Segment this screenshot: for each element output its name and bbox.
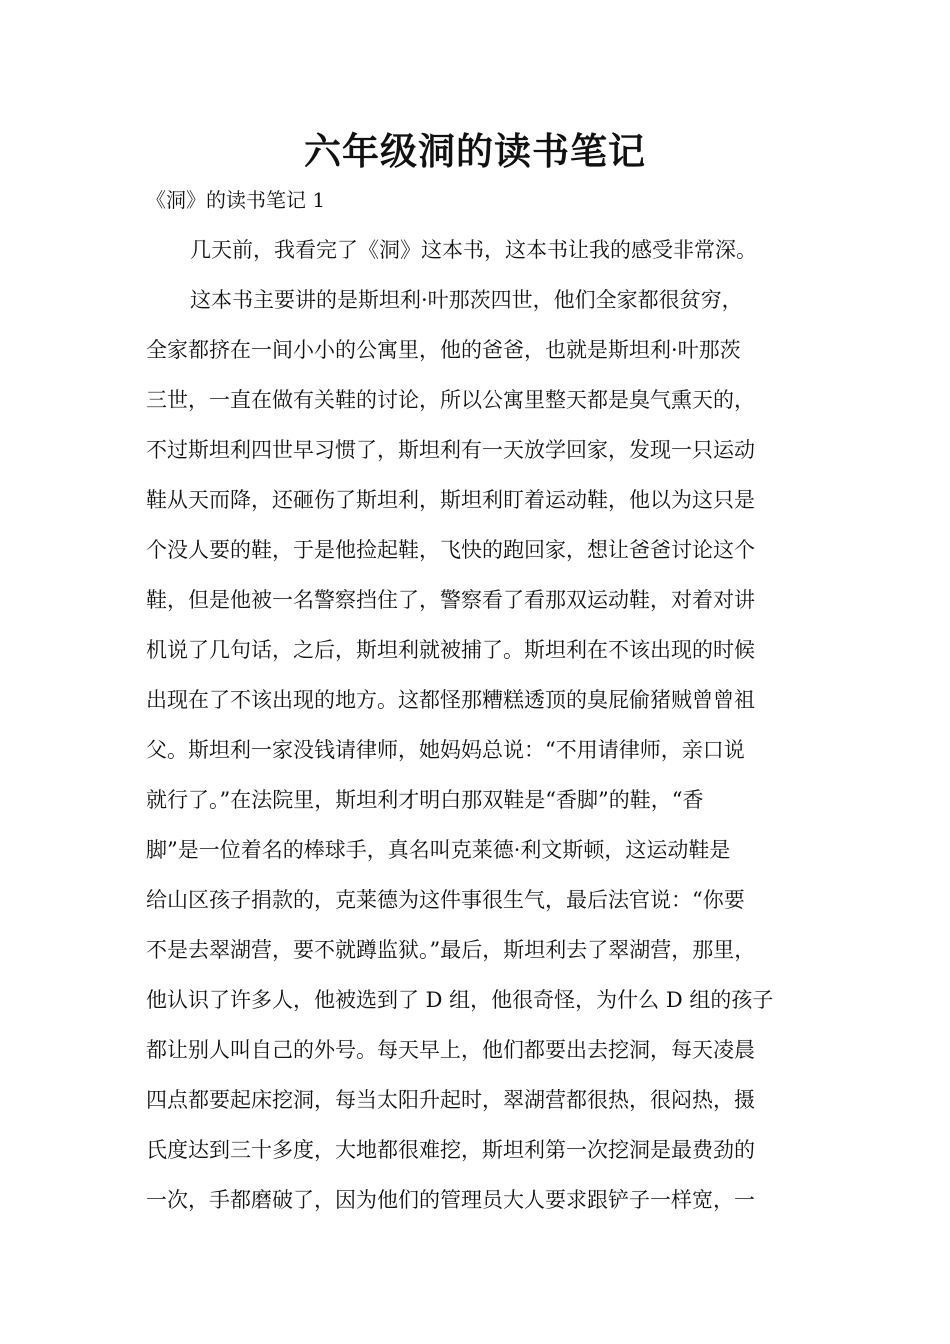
paragraph-line: 脚”是一位着名的棒球手，真名叫克莱德·利文斯顿，这运动鞋是 bbox=[146, 838, 731, 862]
paragraph-line: 就行了。”在法院里，斯坦利才明白那双鞋是“香脚”的鞋，“香 bbox=[146, 788, 704, 812]
paragraph-line: 鞋从天而降，还砸伤了斯坦利，斯坦利盯着运动鞋，他以为这只是 bbox=[146, 488, 755, 512]
paragraph-line: 不过斯坦利四世早习惯了，斯坦利有一天放学回家，发现一只运动 bbox=[146, 438, 755, 462]
paragraph-line: 鞋，但是他被一名警察挡住了，警察看了看那双运动鞋，对着对讲 bbox=[146, 588, 755, 612]
paragraph-line: 氏度达到三十多度，大地都很难挖，斯坦利第一次挖洞是最费劲的 bbox=[146, 1138, 755, 1162]
paragraph-line: 他认识了许多人，他被选到了 D 组，他很奇怪，为什么 D 组的孩子 bbox=[146, 988, 774, 1012]
document-title: 六年级洞的读书笔记 bbox=[304, 130, 646, 173]
paragraph-line: 机说了几句话，之后，斯坦利就被捕了。斯坦利在不该出现的时候 bbox=[146, 638, 755, 662]
paragraph-line: 全家都挤在一间小小的公寓里，他的爸爸，也就是斯坦利·叶那茨 bbox=[146, 338, 741, 362]
paragraph-line: 个没人要的鞋，于是他捡起鞋，飞快的跑回家，想让爸爸讨论这个 bbox=[146, 538, 755, 562]
paragraph-line: 给山区孩子捐款的，克莱德为这件事很生气，最后法官说：“你要 bbox=[146, 888, 745, 912]
section-heading: 《洞》的读书笔记 1 bbox=[146, 188, 326, 212]
paragraph-line: 都让别人叫自己的外号。每天早上，他们都要出去挖洞，每天凌晨 bbox=[146, 1038, 755, 1062]
paragraph-line: 四点都要起床挖洞，每当太阳升起时，翠湖营都很热，很闷热，摄 bbox=[146, 1088, 755, 1112]
paragraph-line: 一次，手都磨破了，因为他们的管理员大人要求跟铲子一样宽，一 bbox=[146, 1188, 755, 1212]
paragraph-line: 三世，一直在做有关鞋的讨论，所以公寓里整天都是臭气熏天的， bbox=[146, 388, 755, 412]
paragraph-line: 出现在了不该出现的地方。这都怪那糟糕透顶的臭屁偷猪贼曾曾祖 bbox=[146, 688, 755, 712]
paragraph-line: 几天前，我看完了《洞》这本书，这本书让我的感受非常深。 bbox=[190, 238, 757, 262]
paragraph-line: 父。斯坦利一家没钱请律师，她妈妈总说：“不用请律师，亲口说 bbox=[146, 738, 745, 762]
paragraph-line: 这本书主要讲的是斯坦利·叶那茨四世，他们全家都很贫穷， bbox=[190, 288, 743, 312]
paragraph-line: 不是去翠湖营，要不就蹲监狱。”最后，斯坦利去了翠湖营，那里， bbox=[146, 938, 756, 962]
